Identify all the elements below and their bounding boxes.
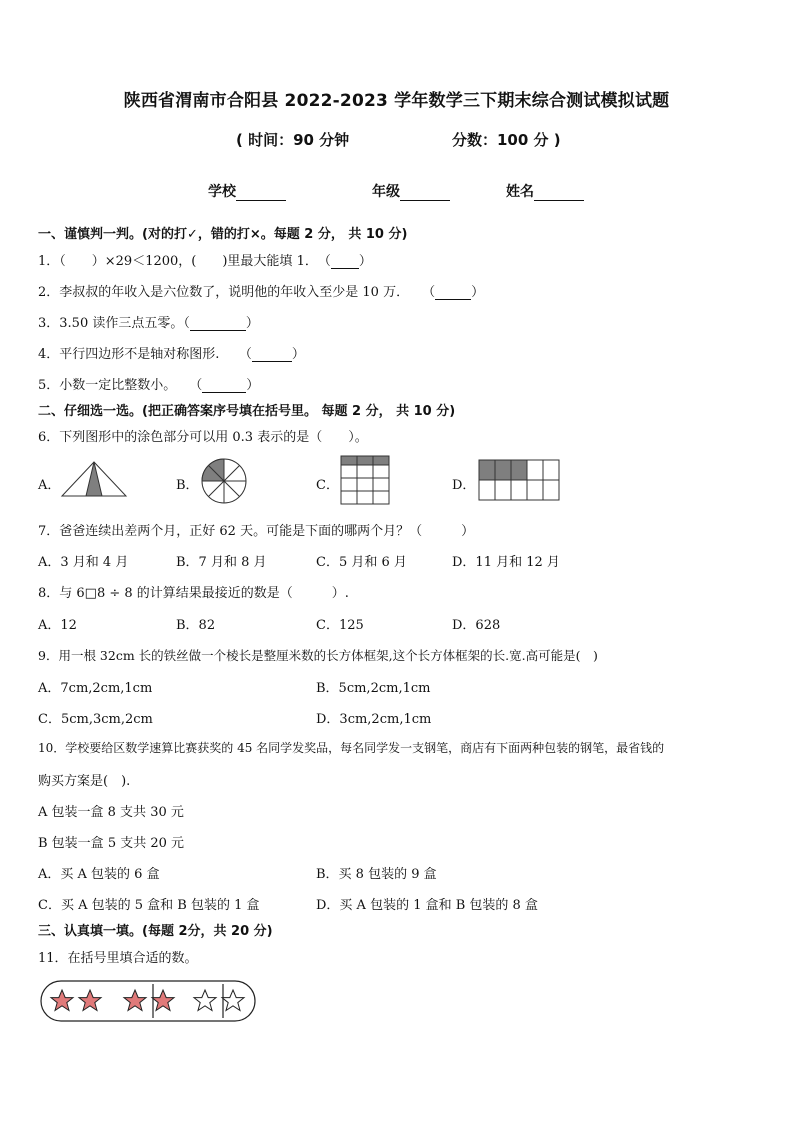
q8-option-b[interactable]: B．82 xyxy=(176,618,216,633)
question-10-line1: 10．学校要给区数学速算比赛获奖的 45 名同学发奖品，每名同学发一支钢笔，商店有下面两种包装的钢笔，最省钱的 xyxy=(38,741,665,755)
exam-time: ( 时间：90 分钟 xyxy=(236,131,350,149)
answer-blank-4[interactable] xyxy=(252,348,292,362)
q8-option-c[interactable]: C．125 xyxy=(316,618,364,633)
question-11: 11．在括号里填合适的数。 xyxy=(38,951,198,966)
question-4-text: 4．平行四边形不是轴对称图形. （ xyxy=(38,347,252,362)
section3-heading: 三、认真填一填。(每题 2分，共 20 分) xyxy=(38,924,273,939)
name-field[interactable] xyxy=(506,181,584,201)
q6-grid-3x3-figure xyxy=(340,455,390,505)
question-2-close: ） xyxy=(471,285,485,300)
answer-blank-2[interactable] xyxy=(435,286,471,300)
answer-blank-1[interactable] xyxy=(331,255,359,269)
page-title: 陕西省渭南市合阳县 2022-2023 学年数学三下期末综合测试模拟试题 xyxy=(123,91,670,111)
school-field[interactable] xyxy=(208,181,286,201)
question-3-close: ） xyxy=(245,316,259,331)
question-4-close: ） xyxy=(291,347,305,362)
q9-option-a[interactable]: A．7cm,2cm,1cm xyxy=(38,681,153,696)
school-label: 学校 xyxy=(208,184,236,200)
question-7: 7．爸爸连续出差两个月，正好 62 天。可能是下面的哪两个月？（ ） xyxy=(38,524,475,539)
q7-option-c[interactable]: C．5 月和 6 月 xyxy=(316,555,407,570)
school-blank[interactable] xyxy=(236,186,286,201)
grade-label: 年级 xyxy=(372,184,400,200)
question-4 xyxy=(38,343,305,362)
q10-option-a[interactable]: A．买 A 包装的 6 盒 xyxy=(38,867,160,882)
question-1-text: 1．（ ）×29＜1200，( )里最大能填 1． （ xyxy=(38,254,331,269)
q6-option-c-label[interactable]: C． xyxy=(316,478,339,493)
answer-blank-3[interactable] xyxy=(190,317,246,331)
question-1-close: ） xyxy=(358,254,372,269)
question-6: 6．下列图形中的涂色部分可以用 0.3 表示的是（ ）。 xyxy=(38,430,368,445)
question-10-line2: 购买方案是( ). xyxy=(38,774,131,789)
q10-option-d[interactable]: D．买 A 包装的 1 盒和 B 包装的 8 盒 xyxy=(316,898,538,913)
q7-option-d[interactable]: D．11 月和 12 月 xyxy=(452,555,560,570)
q7-option-a[interactable]: A．3 月和 4 月 xyxy=(38,555,129,570)
question-5-text: 5．小数一定比整数小。 （ xyxy=(38,378,203,393)
q6-option-d-label[interactable]: D． xyxy=(452,478,476,493)
question-9: 9．用一根 32cm 长的铁丝做一个棱长是整厘米数的长方体框架,这个长方体框架的长.宽.高可能是( ) xyxy=(38,648,598,663)
q6-option-b-label[interactable]: B． xyxy=(176,478,199,493)
q10-option-c[interactable]: C．买 A 包装的 5 盒和 B 包装的 1 盒 xyxy=(38,898,260,913)
q9-option-d[interactable]: D．3cm,2cm,1cm xyxy=(316,712,432,727)
q6-option-a-label[interactable]: A． xyxy=(38,478,61,493)
question-5 xyxy=(38,374,259,393)
q7-option-b[interactable]: B．7 月和 8 月 xyxy=(176,555,267,570)
q6-circle-figure xyxy=(200,457,248,505)
question-8: 8．与 6□8 ÷ 8 的计算结果最接近的数是（ ）. xyxy=(38,586,349,601)
grade-blank[interactable] xyxy=(400,186,450,201)
question-5-close: ） xyxy=(246,378,260,393)
q11-star-figure xyxy=(40,980,258,1024)
exam-score: 分数：100 分 ) xyxy=(452,131,561,149)
q10-package-b: B 包装一盒 5 支共 20 元 xyxy=(38,836,185,851)
answer-blank-5[interactable] xyxy=(202,379,246,393)
question-3 xyxy=(38,312,259,331)
q9-option-c[interactable]: C．5cm,3cm,2cm xyxy=(38,712,153,727)
q9-option-b[interactable]: B．5cm,2cm,1cm xyxy=(316,681,431,696)
section1-heading: 一、谨慎判一判。(对的打✓，错的打×。每题 2 分， 共 10 分) xyxy=(38,227,408,242)
name-label: 姓名 xyxy=(506,184,534,200)
q6-triangle-figure xyxy=(60,460,128,498)
q6-grid-5x2-figure xyxy=(478,459,562,503)
question-2-text: 2．李叔叔的年收入是六位数了，说明他的年收入至少是 10 万． （ xyxy=(38,285,436,300)
q8-option-d[interactable]: D．628 xyxy=(452,618,501,633)
grade-field[interactable] xyxy=(372,181,450,201)
q10-package-a: A 包装一盒 8 支共 30 元 xyxy=(38,805,184,820)
question-1 xyxy=(38,250,372,269)
q10-option-b[interactable]: B．买 8 包装的 9 盒 xyxy=(316,867,437,882)
question-3-text: 3．3.50 读作三点五零。（ xyxy=(38,316,190,331)
question-2 xyxy=(38,281,484,300)
section2-heading: 二、仔细选一选。(把正确答案序号填在括号里。 每题 2 分， 共 10 分) xyxy=(38,404,456,419)
name-blank[interactable] xyxy=(534,186,584,201)
q8-option-a[interactable]: A．12 xyxy=(38,618,77,633)
